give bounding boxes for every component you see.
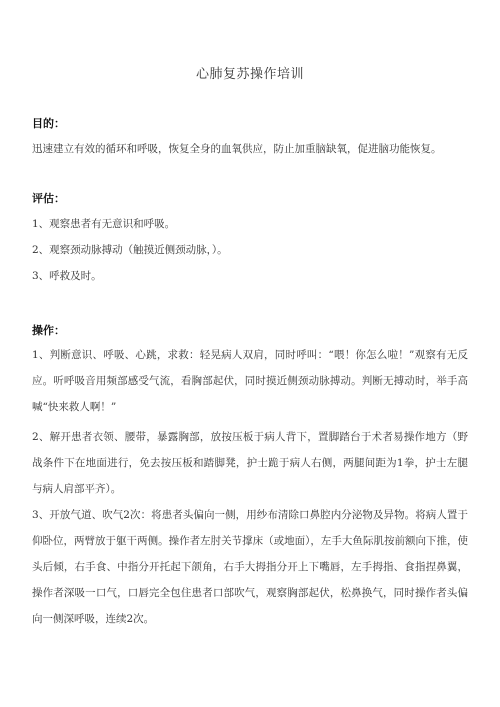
operation-step-3: 3、开放气道、吹气2次：将患者头偏向一侧，用纱布清除口鼻腔内分泌物及异物。将病人置于仰卧位，两臂放于躯干两侧。操作者左肘关节撑床（或地面），左手大鱼际肌按前额向下推，使头后倾，右手食、中指分开托起下颌角，右手大拇指分开上下嘴唇，左手拇指、食指捏鼻翼，操作者深吸一口气，口唇完全包住患者口部吹气，观察胸部起伏，松鼻换气，同时操作者头偏向一侧深呼吸，连续2次。 bbox=[32, 509, 468, 625]
purpose-heading: 目的： bbox=[32, 117, 65, 130]
assessment-item-2: 2、观察颈动脉搏动（触摸近侧颈动脉，）。 bbox=[32, 244, 228, 256]
assessment-item-3: 3、呼救及时。 bbox=[32, 270, 102, 282]
assessment-item-1: 1、观察患者有无意识和呼吸。 bbox=[32, 218, 176, 230]
document-title: 心肺复苏操作培训 bbox=[195, 67, 304, 82]
assessment-heading: 评估： bbox=[32, 192, 65, 205]
operation-heading: 操作： bbox=[32, 324, 65, 337]
operation-step-2: 2、解开患者衣领、腰带，暴露胸部，放按压板于病人背下，置脚踏台于术者易操作地方（野战条件下在地面进行，免去按压板和踏脚凳，护士跪于病人右侧，两腿间距为1拳，护士左腿与病人肩部平齐）。 bbox=[32, 431, 468, 495]
operation-step-1: 1、判断意识、呼吸、心跳，求救：轻晃病人双肩，同时呼叫：“喂！你怎么啦！”观察有无反应。听呼吸音用频部感受气流，看胸部起伏，同时摸近侧颈动脉搏动。判断无搏动时，举手高喊“快来救人啊！” bbox=[32, 349, 468, 413]
purpose-text: 迅速建立有效的循环和呼吸，恢复全身的血氧供应，防止加重脑缺氧，促进脑功能恢复。 bbox=[32, 143, 442, 155]
